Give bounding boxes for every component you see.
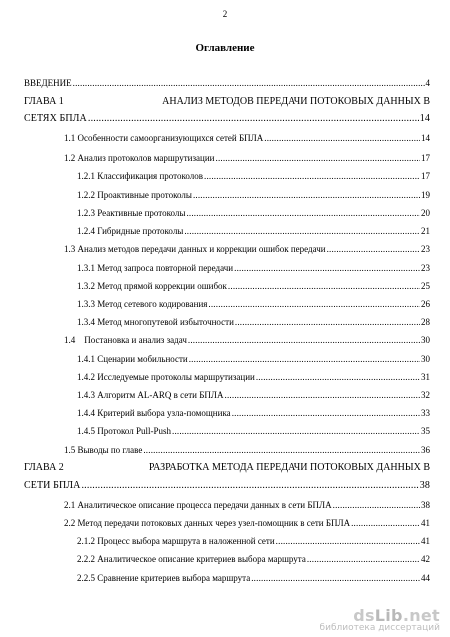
toc-entry-1-4-1[interactable]: 1.4.1 Сценарии мобильности ..... 30 — [77, 353, 430, 365]
leader-dots — [88, 113, 419, 125]
toc-entry-1-3-4[interactable]: 1.3.4 Метод многопутевой избыточности ..... 28 — [77, 316, 430, 328]
leader-dots — [235, 316, 420, 328]
leader-dots — [81, 480, 418, 492]
leader-dots — [232, 407, 420, 419]
toc-entry-2-1[interactable]: 2.1 Аналитическое описание процесса передачи данных в сети БПЛА ..... 38 — [64, 499, 430, 511]
leader-dots — [208, 298, 420, 310]
watermark-logo: dsLib.net — [353, 606, 440, 625]
watermark-caption: библиотека диссертаций — [319, 623, 440, 633]
toc-entry-1-3[interactable]: 1.3 Анализ методов передачи данных и коррекции ошибок передачи ..... 23 — [64, 243, 430, 255]
toc-entry-1-3-3[interactable]: 1.3.3 Метод сетевого кодирования ..... 26 — [77, 298, 430, 310]
leader-dots — [143, 444, 420, 456]
page-title: Оглавление — [195, 42, 255, 54]
toc-entry-1-2-2[interactable]: 1.2.2 Проактивные протоколы ..... 19 — [77, 189, 430, 201]
leader-dots — [204, 170, 420, 182]
leader-dots — [189, 353, 420, 365]
leader-dots — [251, 572, 420, 584]
toc-entry-1-3-2[interactable]: 1.3.2 Метод прямой коррекции ошибок ..... 25 — [77, 280, 430, 292]
leader-dots — [276, 535, 420, 547]
toc-entry-2-1-2[interactable]: 2.1.2 Процесс выбора маршрута в наложенной сети ..... 41 — [77, 535, 430, 547]
leader-dots — [307, 553, 420, 565]
toc-entry-1-2[interactable]: 1.2 Анализ протоколов маршрутизации ..... 17 — [64, 152, 430, 164]
toc-entry-1-2-4[interactable]: 1.2.4 Гибридные протоколы ..... 21 — [77, 225, 430, 237]
toc-entry-introduction[interactable]: ВВЕДЕНИЕ ..... 4 — [24, 77, 430, 89]
page-number: 2 — [222, 9, 228, 19]
leader-dots — [186, 207, 420, 219]
toc-entry-chapter-2[interactable]: СЕТИ БПЛА ..... 38 — [24, 480, 430, 492]
toc-entry-1-4[interactable]: 1.4 Постановка и анализ задач ..... 30 — [64, 334, 430, 346]
toc-entry-1-4-5[interactable]: 1.4.5 Протокол Pull-Push ..... 35 — [77, 425, 430, 437]
leader-dots — [184, 225, 420, 237]
leader-dots — [73, 77, 425, 89]
leader-dots — [228, 280, 420, 292]
leader-dots — [216, 152, 421, 164]
leader-dots — [172, 425, 420, 437]
toc-entry-1-4-3[interactable]: 1.4.3 Алгоритм AL-ARQ в сети БПЛА ..... 32 — [77, 389, 430, 401]
toc-entry-1-4-4[interactable]: 1.4.4 Критерий выбора узла-помощника ..... 33 — [77, 407, 430, 419]
chapter-1-heading[interactable]: ГЛАВА 1 АНАЛИЗ МЕТОДОВ ПЕРЕДАЧИ ПОТОКОВЫХ ДАННЫХ В — [24, 96, 430, 107]
leader-dots — [188, 334, 420, 346]
leader-dots — [327, 243, 420, 255]
toc-entry-2-2-2[interactable]: 2.2.2 Аналитическое описание критериев выбора маршрута ..... 42 — [77, 553, 430, 565]
toc-entry-1-3-1[interactable]: 1.3.1 Метод запроса повторной передачи ..... 23 — [77, 262, 430, 274]
leader-dots — [256, 371, 420, 383]
leader-dots — [333, 499, 420, 511]
leader-dots — [193, 189, 420, 201]
leader-dots — [264, 132, 420, 144]
toc-entry-1-2-1[interactable]: 1.2.1 Классификация протоколов ..... 17 — [77, 170, 430, 182]
leader-dots — [234, 262, 420, 274]
leader-dots — [351, 517, 420, 529]
toc-entry-1-5[interactable]: 1.5 Выводы по главе ..... 36 — [64, 444, 430, 456]
watermark — [320, 606, 440, 633]
toc-entry-1-1[interactable]: 1.1 Особенности самоорганизующихся сетей БПЛА ..... 14 — [64, 132, 430, 144]
toc-entry-2-2[interactable]: 2.2 Метод передачи потоковых данных через узел-помощник в сети БПЛА ..... 41 — [64, 517, 430, 529]
toc-entry-1-4-2[interactable]: 1.4.2 Исследуемые протоколы маршрутизации ..... 31 — [77, 371, 430, 383]
toc-entry-chapter-1[interactable]: СЕТЯХ БПЛА ..... 14 — [24, 113, 430, 125]
toc-entry-2-2-5[interactable]: 2.2.5 Сравнение критериев выбора маршрута ..... 44 — [77, 572, 430, 584]
chapter-2-heading[interactable]: ГЛАВА 2 РАЗРАБОТКА МЕТОДА ПЕРЕДАЧИ ПОТОКОВЫХ ДАННЫХ В — [24, 462, 430, 473]
toc-entry-1-2-3[interactable]: 1.2.3 Реактивные протоколы ..... 20 — [77, 207, 430, 219]
leader-dots — [225, 389, 420, 401]
